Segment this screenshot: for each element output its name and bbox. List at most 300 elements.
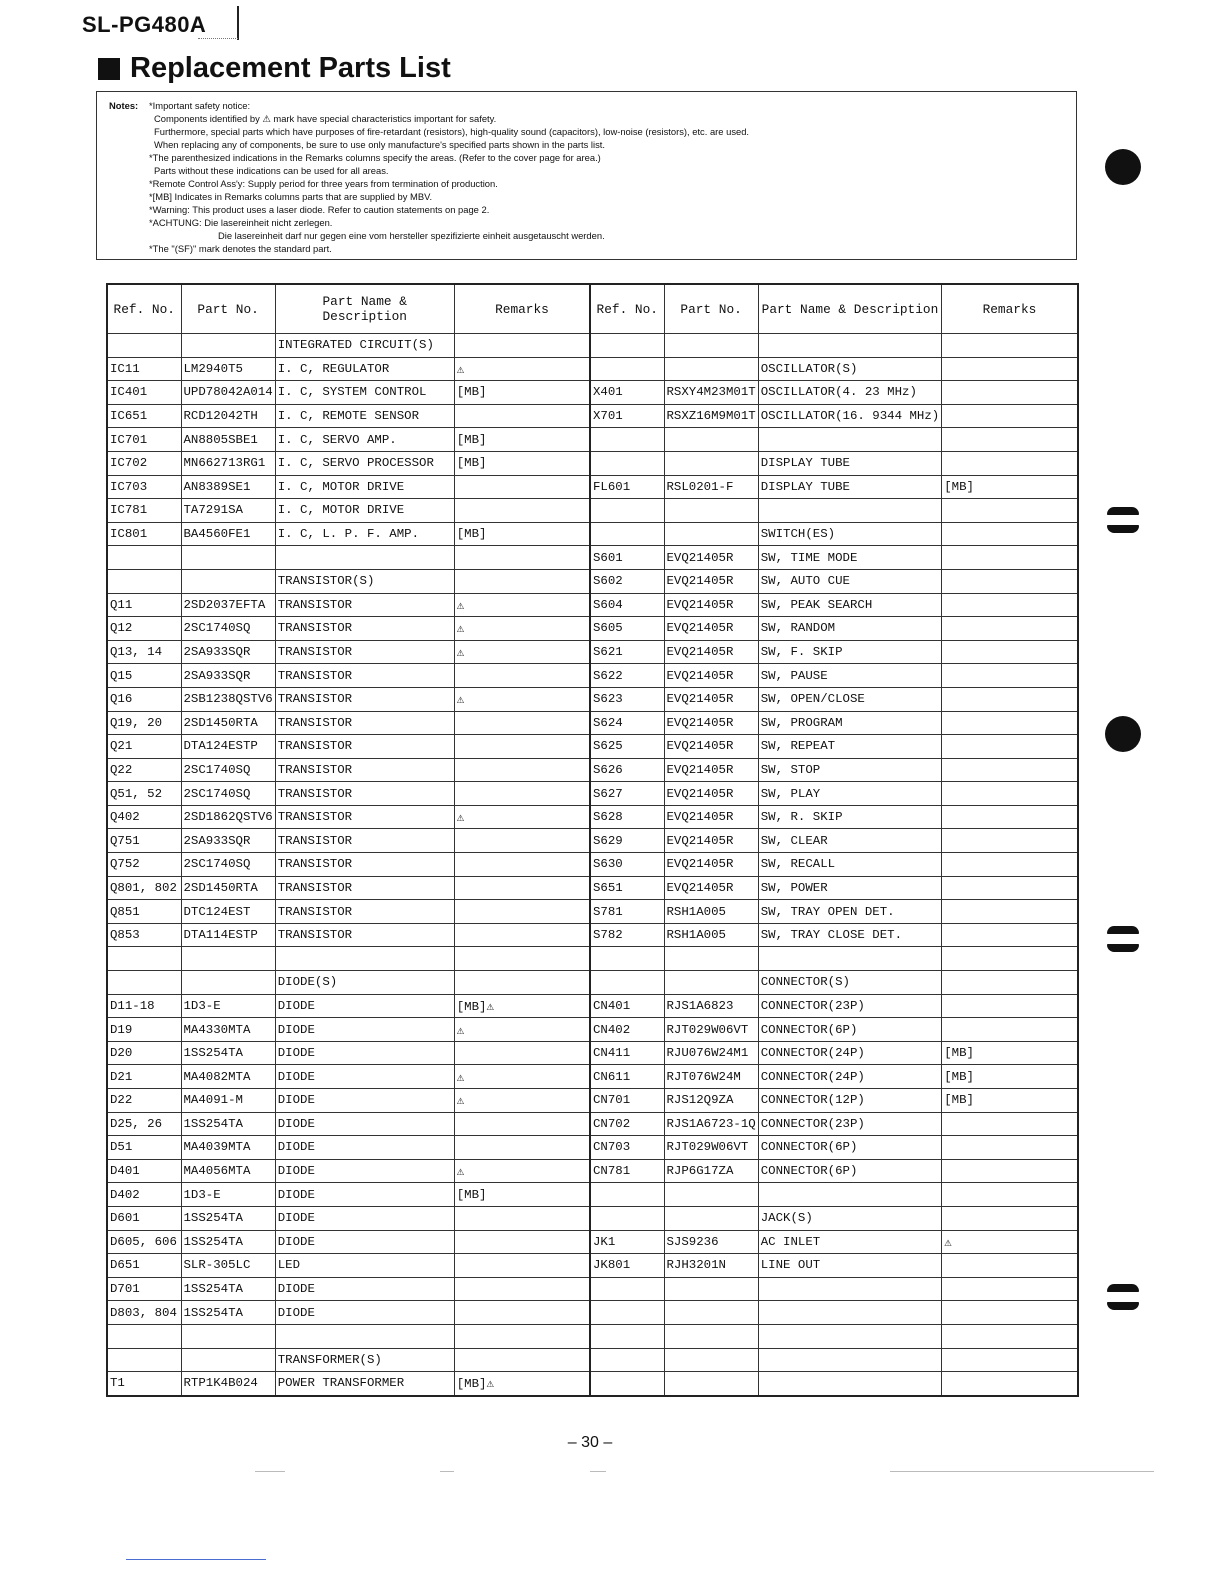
part-no-cell — [664, 522, 758, 546]
remarks-cell — [454, 923, 590, 947]
remarks-cell: [MB]⚠ — [454, 1372, 590, 1396]
part-no-cell: DTA124ESTP — [181, 735, 275, 759]
description-cell: POWER TRANSFORMER — [275, 1372, 454, 1396]
description-cell: DIODE — [275, 1277, 454, 1301]
description-cell: SW, PLAY — [758, 782, 941, 806]
remarks-cell — [454, 664, 590, 688]
table-row — [590, 617, 1078, 641]
part-no-cell — [664, 1372, 758, 1396]
part-no-cell: MA4330MTA — [181, 1018, 275, 1042]
table-row — [107, 451, 590, 475]
part-no-cell: 2SD1450RTA — [181, 711, 275, 735]
parts-table-left — [106, 283, 591, 1397]
remarks-cell — [942, 569, 1078, 593]
ref-no-cell: D21 — [107, 1065, 181, 1089]
description-cell: TRANSISTOR — [275, 853, 454, 877]
table-row — [107, 1348, 590, 1372]
note-line: *Important safety notice: — [149, 100, 251, 111]
remarks-cell: ⚠ — [454, 805, 590, 829]
part-no-cell: 2SC1740SQ — [181, 617, 275, 641]
part-no-cell: RJS12Q9ZA — [664, 1089, 758, 1113]
remarks-cell — [942, 1254, 1078, 1278]
description-cell: OSCILLATOR(16. 9344 MHz) — [758, 404, 941, 428]
ref-no-cell: JK801 — [590, 1254, 664, 1278]
table-row — [107, 357, 590, 381]
description-cell: I. C, REGULATOR — [275, 357, 454, 381]
remarks-cell: ⚠ — [454, 1159, 590, 1183]
remarks-cell — [454, 711, 590, 735]
table-row — [107, 334, 590, 358]
remarks-cell: ⚠ — [942, 1230, 1078, 1254]
table-row — [107, 522, 590, 546]
description-cell — [758, 1301, 941, 1325]
part-no-cell — [664, 357, 758, 381]
ref-no-cell: Q11 — [107, 593, 181, 617]
binding-hole-mark — [1107, 507, 1139, 533]
description-cell: DISPLAY TUBE — [758, 475, 941, 499]
table-row — [590, 334, 1078, 358]
remarks-cell — [454, 499, 590, 523]
part-no-cell: 2SD2037EFTA — [181, 593, 275, 617]
description-cell: DIODE — [275, 994, 454, 1018]
remarks-cell — [454, 1324, 590, 1348]
part-no-cell — [181, 1348, 275, 1372]
ref-no-cell — [590, 357, 664, 381]
part-no-cell: 1SS254TA — [181, 1112, 275, 1136]
table-row — [107, 900, 590, 924]
table-row — [590, 569, 1078, 593]
note-line: *Warning: This product uses a laser diode. Refer to caution statements on page 2. — [149, 204, 490, 215]
remarks-cell — [942, 994, 1078, 1018]
footer-rule — [890, 1471, 1154, 1472]
description-cell: SW, OPEN/CLOSE — [758, 687, 941, 711]
table-row — [107, 971, 590, 995]
notes-heading: Notes: — [109, 100, 139, 111]
part-no-cell: EVQ21405R — [664, 617, 758, 641]
part-no-cell: RSXZ16M9M01T — [664, 404, 758, 428]
description-cell: DIODE — [275, 1206, 454, 1230]
ref-no-cell: S621 — [590, 640, 664, 664]
remarks-cell: [MB] — [942, 1065, 1078, 1089]
part-no-cell — [664, 428, 758, 452]
part-no-cell: 1SS254TA — [181, 1230, 275, 1254]
note-line: *The parenthesized indications in the Remarks columns specify the areas. (Refer to the cover page for area.) — [149, 152, 601, 163]
ref-no-cell: S628 — [590, 805, 664, 829]
table-row — [590, 1254, 1078, 1278]
table-row — [590, 1136, 1078, 1160]
part-no-cell: 2SD1450RTA — [181, 876, 275, 900]
part-no-cell: RSXY4M23M01T — [664, 381, 758, 405]
table-row — [590, 923, 1078, 947]
part-no-cell — [664, 334, 758, 358]
remarks-cell — [942, 640, 1078, 664]
remarks-cell: ⚠ — [454, 1018, 590, 1042]
description-cell: SW, CLEAR — [758, 829, 941, 853]
table-row — [107, 829, 590, 853]
description-cell: TRANSISTOR — [275, 805, 454, 829]
part-no-cell — [664, 451, 758, 475]
table-row — [590, 853, 1078, 877]
description-cell: DIODE — [275, 1018, 454, 1042]
part-no-cell — [181, 334, 275, 358]
remarks-cell — [454, 546, 590, 570]
description-cell: DIODE — [275, 1230, 454, 1254]
ref-no-cell: FL601 — [590, 475, 664, 499]
part-no-cell: MA4039MTA — [181, 1136, 275, 1160]
table-row — [107, 1301, 590, 1325]
ref-no-cell: IC11 — [107, 357, 181, 381]
remarks-cell — [942, 687, 1078, 711]
part-no-cell: RSH1A005 — [664, 900, 758, 924]
part-no-cell — [664, 1206, 758, 1230]
binding-hole-mark — [1105, 716, 1141, 752]
description-cell — [758, 947, 941, 971]
ref-no-cell: IC703 — [107, 475, 181, 499]
col-remarks: Remarks — [454, 284, 590, 334]
remarks-cell — [454, 947, 590, 971]
ref-no-cell — [107, 546, 181, 570]
table-row — [590, 1041, 1078, 1065]
part-no-cell: MA4082MTA — [181, 1065, 275, 1089]
part-no-cell: MA4091-M — [181, 1089, 275, 1113]
remarks-cell — [942, 617, 1078, 641]
remarks-cell: [MB] — [942, 1041, 1078, 1065]
remarks-cell — [454, 569, 590, 593]
table-row — [590, 782, 1078, 806]
table-row — [107, 1065, 590, 1089]
part-no-cell: 2SC1740SQ — [181, 782, 275, 806]
part-no-cell: EVQ21405R — [664, 782, 758, 806]
ref-no-cell: Q801, 802 — [107, 876, 181, 900]
part-no-cell — [664, 971, 758, 995]
description-cell: SW, AUTO CUE — [758, 569, 941, 593]
remarks-cell: [MB] — [454, 522, 590, 546]
table-row — [590, 947, 1078, 971]
description-cell: SW, STOP — [758, 758, 941, 782]
remarks-cell — [942, 853, 1078, 877]
page-title-text: Replacement Parts List — [130, 52, 451, 84]
part-no-cell: EVQ21405R — [664, 711, 758, 735]
description-cell: OSCILLATOR(4. 23 MHz) — [758, 381, 941, 405]
col-remarks: Remarks — [942, 284, 1078, 334]
table-header-row — [590, 284, 1078, 334]
description-cell: CONNECTOR(23P) — [758, 1112, 941, 1136]
table-row — [590, 1348, 1078, 1372]
table-row — [107, 428, 590, 452]
description-cell: JACK(S) — [758, 1206, 941, 1230]
ref-no-cell — [590, 1372, 664, 1396]
ref-no-cell: T1 — [107, 1372, 181, 1396]
table-row — [590, 522, 1078, 546]
table-row — [590, 758, 1078, 782]
table-row — [107, 758, 590, 782]
part-no-cell: LM2940T5 — [181, 357, 275, 381]
part-no-cell: 2SD1862QSTV6 — [181, 805, 275, 829]
description-cell: TRANSISTOR — [275, 829, 454, 853]
ref-no-cell: CN611 — [590, 1065, 664, 1089]
table-row — [590, 1324, 1078, 1348]
ref-no-cell: D402 — [107, 1183, 181, 1207]
ref-no-cell — [107, 569, 181, 593]
remarks-cell — [942, 711, 1078, 735]
table-row — [590, 994, 1078, 1018]
table-row — [107, 1159, 590, 1183]
table-row — [107, 475, 590, 499]
table-row — [107, 664, 590, 688]
ref-no-cell — [590, 1183, 664, 1207]
remarks-cell — [942, 1159, 1078, 1183]
part-no-cell — [181, 1324, 275, 1348]
description-cell: SW, TRAY OPEN DET. — [758, 900, 941, 924]
ref-no-cell: X401 — [590, 381, 664, 405]
page-title — [98, 52, 451, 85]
remarks-cell: [MB] — [942, 1089, 1078, 1113]
table-row — [590, 876, 1078, 900]
ref-no-cell — [590, 1324, 664, 1348]
ref-no-cell: D401 — [107, 1159, 181, 1183]
ref-no-cell — [107, 334, 181, 358]
remarks-cell — [942, 1206, 1078, 1230]
part-no-cell: BA4560FE1 — [181, 522, 275, 546]
ref-no-cell: IC801 — [107, 522, 181, 546]
table-row — [107, 1230, 590, 1254]
description-cell: TRANSISTOR(S) — [275, 569, 454, 593]
description-cell: SW, RECALL — [758, 853, 941, 877]
table-row — [107, 569, 590, 593]
table-row — [107, 1041, 590, 1065]
description-cell: I. C, MOTOR DRIVE — [275, 475, 454, 499]
table-row — [107, 876, 590, 900]
table-row — [590, 687, 1078, 711]
table-row — [107, 1112, 590, 1136]
ref-no-cell: CN781 — [590, 1159, 664, 1183]
table-row — [107, 1277, 590, 1301]
description-cell: SW, PEAK SEARCH — [758, 593, 941, 617]
table-row — [107, 805, 590, 829]
remarks-cell — [454, 1112, 590, 1136]
remarks-cell: ⚠ — [454, 617, 590, 641]
description-cell — [758, 499, 941, 523]
description-cell — [758, 1183, 941, 1207]
ref-no-cell: D22 — [107, 1089, 181, 1113]
remarks-cell — [942, 334, 1078, 358]
ref-no-cell — [590, 1206, 664, 1230]
description-cell: DIODE — [275, 1112, 454, 1136]
ref-no-cell: Q13, 14 — [107, 640, 181, 664]
ref-no-cell — [590, 451, 664, 475]
square-bullet-icon — [98, 58, 120, 80]
remarks-cell — [454, 876, 590, 900]
description-cell — [758, 1277, 941, 1301]
table-row — [107, 1254, 590, 1278]
note-line: Parts without these indications can be used for all areas. — [154, 165, 389, 176]
part-no-cell — [664, 1324, 758, 1348]
remarks-cell: [MB]⚠ — [454, 994, 590, 1018]
part-no-cell — [181, 947, 275, 971]
remarks-cell — [454, 1254, 590, 1278]
part-no-cell: EVQ21405R — [664, 593, 758, 617]
ref-no-cell: D601 — [107, 1206, 181, 1230]
table-row — [590, 1065, 1078, 1089]
part-no-cell: 2SA933SQR — [181, 829, 275, 853]
remarks-cell — [942, 971, 1078, 995]
remarks-cell — [454, 758, 590, 782]
ref-no-cell: D11-18 — [107, 994, 181, 1018]
remarks-cell — [454, 971, 590, 995]
ref-no-cell: CN411 — [590, 1041, 664, 1065]
ref-no-cell: X701 — [590, 404, 664, 428]
remarks-cell — [942, 876, 1078, 900]
table-row — [590, 428, 1078, 452]
ref-no-cell: CN402 — [590, 1018, 664, 1042]
remarks-cell — [942, 522, 1078, 546]
description-cell: SW, TRAY CLOSE DET. — [758, 923, 941, 947]
note-line: *ACHTUNG: Die lasereinheit nicht zerlegen. — [149, 217, 333, 228]
part-no-cell: 2SA933SQR — [181, 664, 275, 688]
part-no-cell: EVQ21405R — [664, 735, 758, 759]
note-line: *Remote Control Ass'y: Supply period for three years from termination of production. — [149, 178, 498, 189]
description-cell: SW, RANDOM — [758, 617, 941, 641]
description-cell — [275, 947, 454, 971]
table-row — [107, 640, 590, 664]
table-row — [107, 404, 590, 428]
table-row — [590, 475, 1078, 499]
remarks-cell — [942, 1183, 1078, 1207]
description-cell: TRANSISTOR — [275, 687, 454, 711]
description-cell: DIODE — [275, 1089, 454, 1113]
ref-no-cell: IC702 — [107, 451, 181, 475]
ref-no-cell: Q51, 52 — [107, 782, 181, 806]
part-no-cell: RJP6G17ZA — [664, 1159, 758, 1183]
ref-no-cell: S630 — [590, 853, 664, 877]
parts-table-right-body — [590, 334, 1078, 1396]
part-no-cell: SLR-305LC — [181, 1254, 275, 1278]
description-cell — [758, 334, 941, 358]
ref-no-cell: S626 — [590, 758, 664, 782]
description-cell: CONNECTOR(23P) — [758, 994, 941, 1018]
part-no-cell: EVQ21405R — [664, 664, 758, 688]
table-row — [107, 1324, 590, 1348]
ref-no-cell: Q751 — [107, 829, 181, 853]
remarks-cell — [942, 735, 1078, 759]
ref-no-cell: D25, 26 — [107, 1112, 181, 1136]
ref-no-cell: S627 — [590, 782, 664, 806]
binding-hole-mark — [1107, 926, 1139, 952]
description-cell: I. C, SERVO PROCESSOR — [275, 451, 454, 475]
part-no-cell — [664, 947, 758, 971]
table-row — [107, 687, 590, 711]
part-no-cell: AN8805SBE1 — [181, 428, 275, 452]
description-cell: TRANSISTOR — [275, 640, 454, 664]
col-ref-no: Ref. No. — [590, 284, 664, 334]
part-no-cell: EVQ21405R — [664, 687, 758, 711]
description-cell — [275, 546, 454, 570]
part-no-cell — [181, 569, 275, 593]
table-row — [590, 1277, 1078, 1301]
remarks-cell — [942, 1372, 1078, 1396]
table-row — [590, 664, 1078, 688]
description-cell: SW, TIME MODE — [758, 546, 941, 570]
table-row — [590, 640, 1078, 664]
remarks-cell — [942, 381, 1078, 405]
part-no-cell: 1D3-E — [181, 994, 275, 1018]
part-no-cell: EVQ21405R — [664, 546, 758, 570]
part-no-cell: 2SB1238QSTV6 — [181, 687, 275, 711]
remarks-cell: ⚠ — [454, 357, 590, 381]
part-no-cell — [664, 1348, 758, 1372]
part-no-cell — [664, 1277, 758, 1301]
description-cell: DISPLAY TUBE — [758, 451, 941, 475]
part-no-cell — [181, 546, 275, 570]
description-cell: SWITCH(ES) — [758, 522, 941, 546]
remarks-cell — [942, 1277, 1078, 1301]
remarks-cell — [942, 664, 1078, 688]
table-row — [107, 853, 590, 877]
col-part-no: Part No. — [664, 284, 758, 334]
remarks-cell: ⚠ — [454, 640, 590, 664]
description-cell: I. C, L. P. F. AMP. — [275, 522, 454, 546]
col-description: Part Name & Description — [758, 284, 941, 334]
ref-no-cell: IC701 — [107, 428, 181, 452]
description-cell: TRANSISTOR — [275, 593, 454, 617]
part-no-cell: TA7291SA — [181, 499, 275, 523]
ref-no-cell: S651 — [590, 876, 664, 900]
note-line: *The "(SF)" mark denotes the standard part. — [149, 243, 332, 254]
remarks-cell — [454, 853, 590, 877]
description-cell: DIODE — [275, 1159, 454, 1183]
remarks-cell — [454, 900, 590, 924]
ref-no-cell — [590, 428, 664, 452]
part-no-cell: 1SS254TA — [181, 1206, 275, 1230]
ref-no-cell: D651 — [107, 1254, 181, 1278]
note-line: Furthermore, special parts which have purposes of fire-retardant (resistors), high-quality sound (capacitors), low-noise (resistors), etc. are used. — [154, 126, 750, 137]
description-cell: CONNECTOR(6P) — [758, 1159, 941, 1183]
part-no-cell: 2SC1740SQ — [181, 758, 275, 782]
ref-no-cell: S605 — [590, 617, 664, 641]
table-row — [107, 1136, 590, 1160]
description-cell: DIODE — [275, 1065, 454, 1089]
binding-hole-mark — [1107, 1284, 1139, 1310]
description-cell — [758, 428, 941, 452]
table-row — [107, 711, 590, 735]
table-row — [590, 1372, 1078, 1396]
ref-no-cell — [590, 1301, 664, 1325]
ref-no-cell: Q15 — [107, 664, 181, 688]
table-row — [107, 1018, 590, 1042]
description-cell: TRANSISTOR — [275, 617, 454, 641]
description-cell: TRANSISTOR — [275, 664, 454, 688]
remarks-cell: [MB] — [454, 1183, 590, 1207]
part-no-cell: RJT029W06VT — [664, 1136, 758, 1160]
ref-no-cell: S601 — [590, 546, 664, 570]
table-row — [107, 617, 590, 641]
description-cell: I. C, SYSTEM CONTROL — [275, 381, 454, 405]
ref-no-cell: D803, 804 — [107, 1301, 181, 1325]
col-part-no: Part No. — [181, 284, 275, 334]
header-underline — [198, 38, 238, 39]
remarks-cell: [MB] — [942, 475, 1078, 499]
description-cell: DIODE — [275, 1183, 454, 1207]
part-no-cell: EVQ21405R — [664, 876, 758, 900]
remarks-cell — [942, 1112, 1078, 1136]
part-no-cell: RJS1A6723-1Q — [664, 1112, 758, 1136]
description-cell: TRANSISTOR — [275, 900, 454, 924]
part-no-cell: 2SA933SQR — [181, 640, 275, 664]
ref-no-cell — [590, 947, 664, 971]
description-cell: SW, PAUSE — [758, 664, 941, 688]
description-cell: TRANSISTOR — [275, 735, 454, 759]
part-no-cell: DTC124EST — [181, 900, 275, 924]
